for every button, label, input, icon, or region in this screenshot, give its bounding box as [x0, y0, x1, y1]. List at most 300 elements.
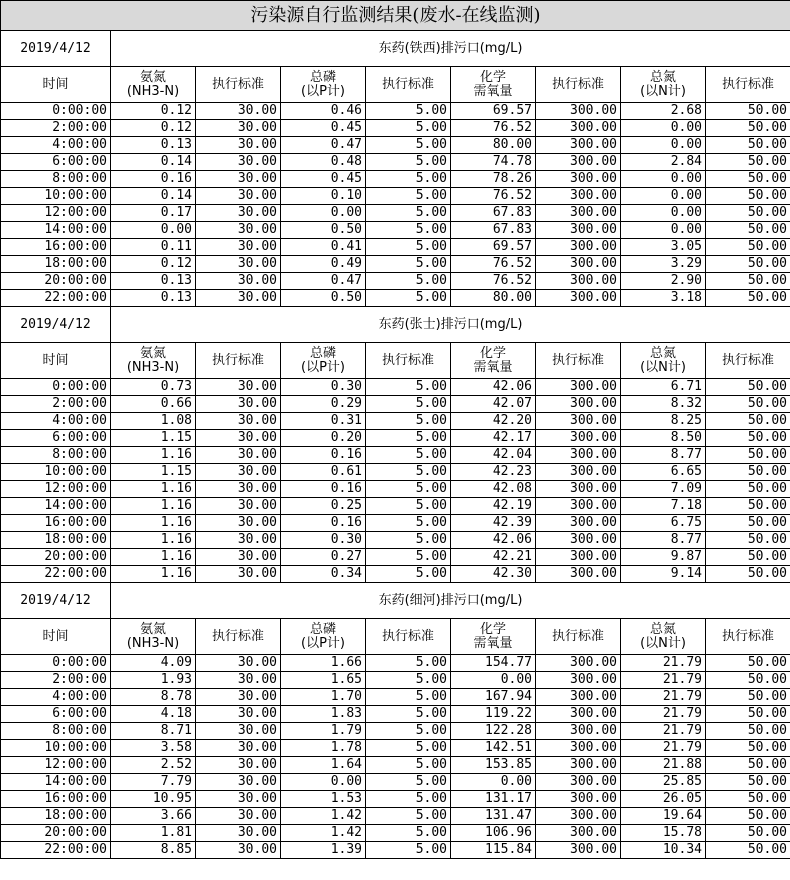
cell-tp: 1.70	[281, 689, 366, 706]
header-label: 氨氮	[139, 69, 166, 85]
header-label-sub: (NH3-N)	[126, 83, 180, 99]
cell-tn: 3.05	[621, 239, 706, 256]
cell-tp-standard: 5.00	[366, 672, 451, 689]
cell-nh3: 2.52	[111, 757, 196, 774]
cell-tn: 9.14	[621, 566, 706, 583]
cell-nh3: 1.16	[111, 498, 196, 515]
cell-cod: 42.17	[451, 430, 536, 447]
table-row	[1, 379, 790, 396]
cell-tn-standard: 50.00	[706, 808, 790, 825]
cell-time: 6:00:00	[1, 706, 111, 723]
table-row	[1, 689, 790, 706]
cell-tp-standard: 5.00	[366, 154, 451, 171]
cell-nh3-standard: 30.00	[196, 481, 281, 498]
cell-nh3: 10.95	[111, 791, 196, 808]
cell-cod-standard: 300.00	[536, 808, 621, 825]
cell-nh3-standard: 30.00	[196, 447, 281, 464]
cell-cod: 67.83	[451, 205, 536, 222]
table-row	[1, 498, 790, 515]
cell-tp: 0.41	[281, 239, 366, 256]
cell-nh3: 1.81	[111, 825, 196, 842]
cell-tn-standard: 50.00	[706, 723, 790, 740]
cell-tn-standard: 50.00	[706, 791, 790, 808]
column-header-standard	[536, 619, 621, 655]
cell-time: 8:00:00	[1, 171, 111, 188]
cell-cod-standard: 300.00	[536, 379, 621, 396]
header-label: 总磷	[309, 345, 336, 361]
cell-nh3: 0.17	[111, 205, 196, 222]
cell-cod-standard: 300.00	[536, 137, 621, 154]
cell-nh3-standard: 30.00	[196, 222, 281, 239]
cell-time: 14:00:00	[1, 774, 111, 791]
cell-time: 16:00:00	[1, 791, 111, 808]
cell-cod: 0.00	[451, 774, 536, 791]
cell-nh3: 0.00	[111, 222, 196, 239]
cell-cod: 80.00	[451, 137, 536, 154]
cell-tp-standard: 5.00	[366, 413, 451, 430]
cell-cod: 153.85	[451, 757, 536, 774]
cell-tn: 19.64	[621, 808, 706, 825]
header-label: 氨氮	[139, 621, 166, 637]
cell-cod: 42.06	[451, 532, 536, 549]
cell-tp: 0.29	[281, 396, 366, 413]
cell-time: 8:00:00	[1, 447, 111, 464]
cell-time: 2:00:00	[1, 120, 111, 137]
cell-tp: 0.47	[281, 273, 366, 290]
cell-tn-standard: 50.00	[706, 842, 790, 859]
cell-nh3: 8.78	[111, 689, 196, 706]
cell-time: 8:00:00	[1, 723, 111, 740]
cell-cod-standard: 300.00	[536, 154, 621, 171]
cell-tn: 10.34	[621, 842, 706, 859]
cell-nh3: 1.08	[111, 413, 196, 430]
cell-cod-standard: 300.00	[536, 256, 621, 273]
cell-nh3: 1.16	[111, 532, 196, 549]
cell-cod: 42.07	[451, 396, 536, 413]
table-row	[1, 706, 790, 723]
cell-tn-standard: 50.00	[706, 515, 790, 532]
cell-cod-standard: 300.00	[536, 723, 621, 740]
cell-nh3-standard: 30.00	[196, 273, 281, 290]
cell-cod-standard: 300.00	[536, 549, 621, 566]
cell-tp-standard: 5.00	[366, 723, 451, 740]
cell-cod-standard: 300.00	[536, 689, 621, 706]
cell-tp-standard: 5.00	[366, 273, 451, 290]
column-header-standard	[366, 343, 451, 379]
cell-tn-standard: 50.00	[706, 481, 790, 498]
cell-cod-standard: 300.00	[536, 120, 621, 137]
cell-tp: 0.16	[281, 447, 366, 464]
cell-tn-standard: 50.00	[706, 120, 790, 137]
cell-nh3-standard: 30.00	[196, 396, 281, 413]
section-header	[1, 31, 790, 67]
column-header-row	[1, 343, 790, 379]
cell-tp: 1.64	[281, 757, 366, 774]
cell-nh3: 4.09	[111, 655, 196, 672]
table-row	[1, 256, 790, 273]
cell-nh3-standard: 30.00	[196, 413, 281, 430]
cell-time: 4:00:00	[1, 689, 111, 706]
cell-tn: 15.78	[621, 825, 706, 842]
header-label-sub: (以P计)	[301, 359, 345, 375]
column-header-tp	[281, 67, 366, 103]
cell-time: 4:00:00	[1, 137, 111, 154]
cell-nh3: 0.13	[111, 273, 196, 290]
cell-tp-standard: 5.00	[366, 549, 451, 566]
cell-nh3-standard: 30.00	[196, 808, 281, 825]
header-label-sub: (以P计)	[301, 635, 345, 651]
header-label: 执行标准	[551, 628, 604, 644]
header-label-sub: 需氧量	[473, 83, 513, 99]
cell-cod-standard: 300.00	[536, 706, 621, 723]
cell-cod: 42.20	[451, 413, 536, 430]
cell-cod: 154.77	[451, 655, 536, 672]
cell-tn: 21.79	[621, 740, 706, 757]
table-row	[1, 808, 790, 825]
cell-time: 4:00:00	[1, 413, 111, 430]
cell-cod-standard: 300.00	[536, 290, 621, 307]
cell-tp: 0.45	[281, 171, 366, 188]
table-row	[1, 120, 790, 137]
cell-tp: 1.79	[281, 723, 366, 740]
cell-nh3-standard: 30.00	[196, 256, 281, 273]
cell-nh3: 0.73	[111, 379, 196, 396]
header-label: 执行标准	[551, 352, 604, 368]
table-row	[1, 842, 790, 859]
cell-time: 18:00:00	[1, 808, 111, 825]
header-label: 氨氮	[139, 345, 166, 361]
cell-cod-standard: 300.00	[536, 222, 621, 239]
cell-nh3-standard: 30.00	[196, 689, 281, 706]
cell-tp-standard: 5.00	[366, 566, 451, 583]
column-header-time	[1, 619, 111, 655]
cell-time: 2:00:00	[1, 396, 111, 413]
table-row	[1, 515, 790, 532]
cell-tp-standard: 5.00	[366, 498, 451, 515]
table-row	[1, 171, 790, 188]
cell-cod-standard: 300.00	[536, 396, 621, 413]
column-header-standard	[196, 619, 281, 655]
cell-nh3: 0.13	[111, 137, 196, 154]
cell-tn: 7.18	[621, 498, 706, 515]
cell-time: 12:00:00	[1, 757, 111, 774]
cell-tp-standard: 5.00	[366, 689, 451, 706]
section-header	[1, 583, 790, 619]
cell-nh3-standard: 30.00	[196, 154, 281, 171]
cell-tn-standard: 50.00	[706, 171, 790, 188]
table-row	[1, 273, 790, 290]
section-station-title: 东药(张士)排污口(mg/L)	[111, 307, 790, 343]
cell-tp-standard: 5.00	[366, 379, 451, 396]
cell-nh3: 0.11	[111, 239, 196, 256]
cell-nh3: 0.12	[111, 256, 196, 273]
cell-nh3-standard: 30.00	[196, 532, 281, 549]
cell-cod: 76.52	[451, 188, 536, 205]
cell-cod: 42.19	[451, 498, 536, 515]
cell-cod: 131.47	[451, 808, 536, 825]
cell-tp-standard: 5.00	[366, 774, 451, 791]
cell-tp: 1.53	[281, 791, 366, 808]
column-header-cod	[451, 619, 536, 655]
column-header-time	[1, 67, 111, 103]
header-label: 执行标准	[721, 76, 774, 92]
cell-tn-standard: 50.00	[706, 205, 790, 222]
header-label-sub: (NH3-N)	[126, 635, 180, 651]
cell-tp: 0.45	[281, 120, 366, 137]
cell-tp: 0.46	[281, 103, 366, 120]
cell-tp-standard: 5.00	[366, 515, 451, 532]
cell-tp-standard: 5.00	[366, 205, 451, 222]
header-label: 执行标准	[211, 628, 264, 644]
cell-tn: 8.25	[621, 413, 706, 430]
cell-time: 18:00:00	[1, 256, 111, 273]
cell-tn-standard: 50.00	[706, 655, 790, 672]
cell-time: 0:00:00	[1, 655, 111, 672]
header-label-sub: (以N计)	[640, 83, 686, 99]
cell-tp-standard: 5.00	[366, 239, 451, 256]
cell-time: 16:00:00	[1, 239, 111, 256]
cell-nh3: 1.15	[111, 430, 196, 447]
cell-tp: 0.00	[281, 774, 366, 791]
cell-tn: 21.79	[621, 706, 706, 723]
cell-tp-standard: 5.00	[366, 256, 451, 273]
cell-tn-standard: 50.00	[706, 379, 790, 396]
cell-cod: 142.51	[451, 740, 536, 757]
cell-tp-standard: 5.00	[366, 430, 451, 447]
cell-nh3-standard: 30.00	[196, 825, 281, 842]
cell-cod-standard: 300.00	[536, 188, 621, 205]
cell-cod-standard: 300.00	[536, 532, 621, 549]
column-header-standard	[706, 67, 790, 103]
cell-tn: 3.29	[621, 256, 706, 273]
cell-nh3-standard: 30.00	[196, 757, 281, 774]
cell-tn-standard: 50.00	[706, 413, 790, 430]
cell-tn: 26.05	[621, 791, 706, 808]
cell-tp-standard: 5.00	[366, 842, 451, 859]
table-row	[1, 672, 790, 689]
cell-tn: 2.90	[621, 273, 706, 290]
cell-tn-standard: 50.00	[706, 188, 790, 205]
cell-time: 10:00:00	[1, 464, 111, 481]
table-row	[1, 791, 790, 808]
cell-cod: 76.52	[451, 273, 536, 290]
cell-tp-standard: 5.00	[366, 532, 451, 549]
cell-cod: 119.22	[451, 706, 536, 723]
cell-tp: 0.10	[281, 188, 366, 205]
column-header-nh3	[111, 619, 196, 655]
cell-nh3-standard: 30.00	[196, 171, 281, 188]
cell-cod-standard: 300.00	[536, 842, 621, 859]
column-header-row	[1, 67, 790, 103]
cell-tn: 25.85	[621, 774, 706, 791]
cell-cod-standard: 300.00	[536, 774, 621, 791]
table-row	[1, 413, 790, 430]
header-label: 化学	[479, 621, 506, 637]
cell-time: 16:00:00	[1, 515, 111, 532]
cell-tn-standard: 50.00	[706, 154, 790, 171]
table-row	[1, 103, 790, 120]
table-row	[1, 239, 790, 256]
cell-nh3: 0.14	[111, 154, 196, 171]
header-label: 执行标准	[381, 76, 434, 92]
cell-cod: 122.28	[451, 723, 536, 740]
cell-tp-standard: 5.00	[366, 188, 451, 205]
cell-cod: 67.83	[451, 222, 536, 239]
cell-tp: 0.48	[281, 154, 366, 171]
cell-nh3-standard: 30.00	[196, 430, 281, 447]
cell-cod-standard: 300.00	[536, 103, 621, 120]
cell-cod: 42.39	[451, 515, 536, 532]
cell-cod: 167.94	[451, 689, 536, 706]
cell-tn: 0.00	[621, 137, 706, 154]
cell-cod: 78.26	[451, 171, 536, 188]
cell-tp: 1.39	[281, 842, 366, 859]
cell-nh3-standard: 30.00	[196, 549, 281, 566]
cell-tp-standard: 5.00	[366, 290, 451, 307]
cell-tn-standard: 50.00	[706, 396, 790, 413]
cell-time: 10:00:00	[1, 188, 111, 205]
cell-cod-standard: 300.00	[536, 239, 621, 256]
cell-nh3: 8.71	[111, 723, 196, 740]
column-header-standard	[366, 619, 451, 655]
section-date: 2019/4/12	[1, 583, 111, 619]
header-label: 执行标准	[381, 628, 434, 644]
cell-nh3: 0.13	[111, 290, 196, 307]
header-label: 总磷	[309, 621, 336, 637]
cell-tp-standard: 5.00	[366, 396, 451, 413]
sheet-title: 污染源自行监测结果(废水-在线监测)	[1, 1, 790, 31]
cell-cod: 69.57	[451, 103, 536, 120]
cell-time: 10:00:00	[1, 740, 111, 757]
cell-tp: 0.16	[281, 515, 366, 532]
cell-cod-standard: 300.00	[536, 447, 621, 464]
table-row	[1, 774, 790, 791]
cell-cod: 0.00	[451, 672, 536, 689]
cell-tn: 0.00	[621, 120, 706, 137]
cell-cod-standard: 300.00	[536, 413, 621, 430]
cell-tp-standard: 5.00	[366, 464, 451, 481]
cell-nh3: 1.16	[111, 515, 196, 532]
cell-nh3: 8.85	[111, 842, 196, 859]
cell-tp-standard: 5.00	[366, 808, 451, 825]
column-header-tn	[621, 67, 706, 103]
cell-tn: 6.75	[621, 515, 706, 532]
column-header-standard	[706, 619, 790, 655]
cell-cod-standard: 300.00	[536, 672, 621, 689]
cell-tp: 0.50	[281, 222, 366, 239]
cell-cod-standard: 300.00	[536, 171, 621, 188]
cell-tn-standard: 50.00	[706, 757, 790, 774]
column-header-nh3	[111, 67, 196, 103]
cell-nh3: 4.18	[111, 706, 196, 723]
cell-tp: 1.66	[281, 655, 366, 672]
header-label: 总氮	[649, 69, 676, 85]
cell-tp: 0.49	[281, 256, 366, 273]
header-label-sub: (以N计)	[640, 635, 686, 651]
cell-nh3-standard: 30.00	[196, 791, 281, 808]
cell-tn: 2.84	[621, 154, 706, 171]
table-row	[1, 137, 790, 154]
cell-nh3-standard: 30.00	[196, 723, 281, 740]
cell-cod-standard: 300.00	[536, 566, 621, 583]
cell-tp: 0.30	[281, 532, 366, 549]
cell-tn: 0.00	[621, 205, 706, 222]
cell-cod-standard: 300.00	[536, 464, 621, 481]
cell-cod: 76.52	[451, 256, 536, 273]
cell-tp-standard: 5.00	[366, 481, 451, 498]
cell-cod: 74.78	[451, 154, 536, 171]
cell-nh3-standard: 30.00	[196, 842, 281, 859]
cell-tn-standard: 50.00	[706, 464, 790, 481]
cell-tn: 0.00	[621, 188, 706, 205]
cell-tp: 0.34	[281, 566, 366, 583]
cell-time: 22:00:00	[1, 566, 111, 583]
cell-time: 22:00:00	[1, 290, 111, 307]
cell-tn-standard: 50.00	[706, 103, 790, 120]
cell-nh3-standard: 30.00	[196, 137, 281, 154]
header-label: 总氮	[649, 345, 676, 361]
cell-tp: 1.83	[281, 706, 366, 723]
column-header-standard	[536, 67, 621, 103]
cell-nh3-standard: 30.00	[196, 774, 281, 791]
header-label: 执行标准	[721, 352, 774, 368]
column-header-cod	[451, 67, 536, 103]
cell-tn-standard: 50.00	[706, 549, 790, 566]
header-label: 执行标准	[211, 352, 264, 368]
cell-nh3-standard: 30.00	[196, 120, 281, 137]
cell-tn: 9.87	[621, 549, 706, 566]
cell-tp-standard: 5.00	[366, 447, 451, 464]
column-header-standard	[366, 67, 451, 103]
cell-tp-standard: 5.00	[366, 757, 451, 774]
table-row	[1, 154, 790, 171]
cell-tp: 0.25	[281, 498, 366, 515]
cell-cod: 42.04	[451, 447, 536, 464]
cell-tp: 1.65	[281, 672, 366, 689]
cell-tn: 3.18	[621, 290, 706, 307]
cell-tn-standard: 50.00	[706, 273, 790, 290]
cell-nh3-standard: 30.00	[196, 498, 281, 515]
cell-tp: 0.31	[281, 413, 366, 430]
cell-tn-standard: 50.00	[706, 256, 790, 273]
table-row	[1, 447, 790, 464]
cell-time: 6:00:00	[1, 430, 111, 447]
cell-time: 2:00:00	[1, 672, 111, 689]
cell-tp: 0.47	[281, 137, 366, 154]
column-header-tn	[621, 619, 706, 655]
cell-cod-standard: 300.00	[536, 757, 621, 774]
cell-nh3-standard: 30.00	[196, 464, 281, 481]
cell-nh3-standard: 30.00	[196, 672, 281, 689]
cell-cod: 131.17	[451, 791, 536, 808]
column-header-tp	[281, 619, 366, 655]
cell-time: 22:00:00	[1, 842, 111, 859]
cell-tn: 0.00	[621, 222, 706, 239]
cell-tp-standard: 5.00	[366, 706, 451, 723]
cell-cod: 42.08	[451, 481, 536, 498]
table-row	[1, 655, 790, 672]
cell-tn-standard: 50.00	[706, 137, 790, 154]
cell-tn: 21.79	[621, 672, 706, 689]
cell-tp-standard: 5.00	[366, 120, 451, 137]
cell-cod-standard: 300.00	[536, 481, 621, 498]
cell-tn-standard: 50.00	[706, 566, 790, 583]
table-row	[1, 757, 790, 774]
cell-nh3: 1.16	[111, 566, 196, 583]
cell-tp-standard: 5.00	[366, 791, 451, 808]
cell-tn-standard: 50.00	[706, 532, 790, 549]
cell-time: 6:00:00	[1, 154, 111, 171]
